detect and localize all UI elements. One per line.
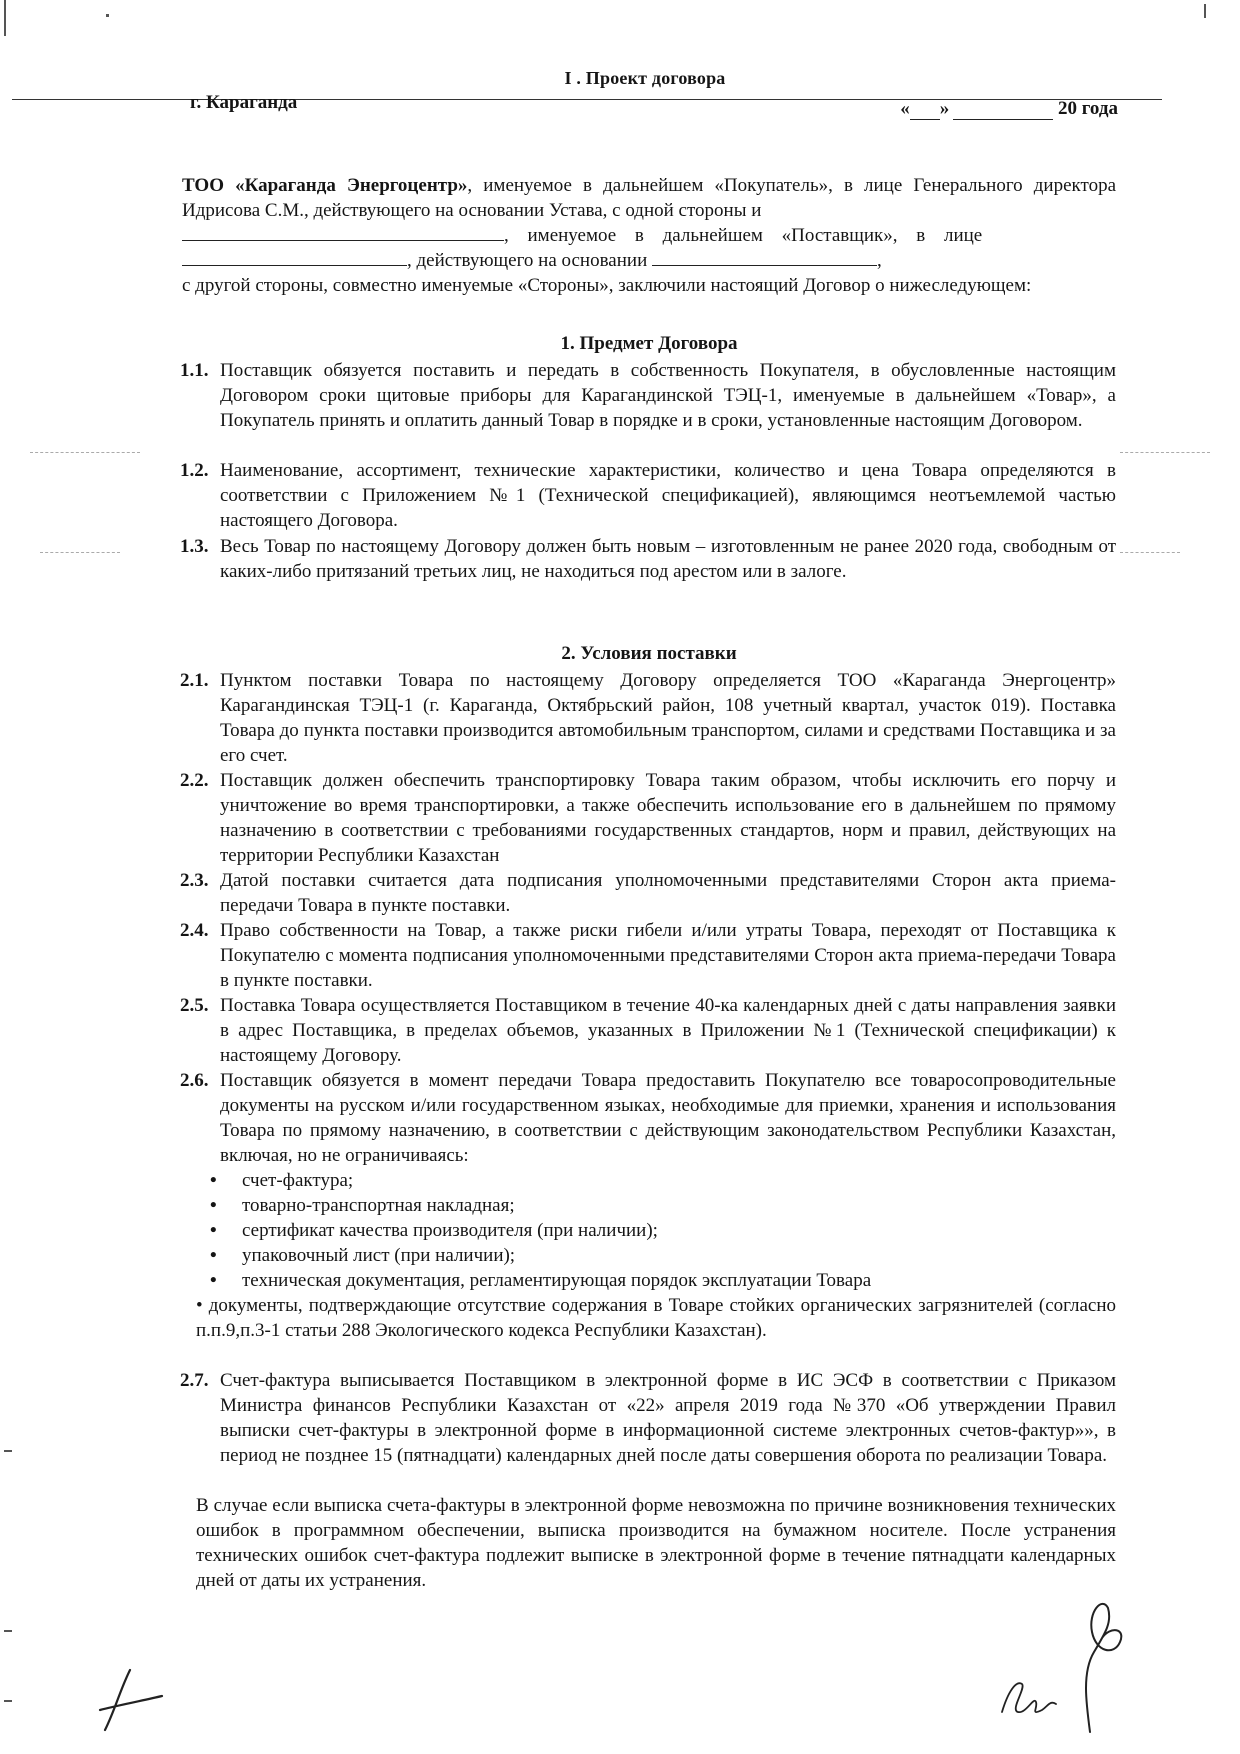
list-item [210, 1193, 515, 1218]
scan-edge-mark [4, 1630, 12, 1632]
intro-line-3-end: , [877, 250, 882, 271]
clause-2-1 [180, 668, 1116, 768]
scan-dashes [1120, 452, 1210, 453]
bullet-icon: • [210, 1195, 217, 1216]
clause-text: Поставщик обязуется в момент передачи Товара предоставить Покупателю все товаросопроводительные документы на русском и/или государственном языках, необходимые для приемки, хранения и использования Товара по прямому назначению, в соответствии с действующим законодательством Республики Казахстан, включая, но не ограничиваясь: [220, 1070, 1116, 1166]
date-day-blank [910, 101, 940, 120]
handwritten-initials [990, 1592, 1140, 1742]
clause-number: 1.3. [180, 536, 209, 557]
scan-dashes [30, 452, 140, 453]
date-year: 20 года [1058, 98, 1118, 119]
scan-speck [106, 14, 109, 17]
invoice-paper-paragraph: В случае если выписка счета-фактуры в электронной форме невозможна по причине возникновения технических ошибок в программном обеспечении, выписка производится на бумажном носителе. После устранения технических ошибок счет-фактура подлежит выписке в электронной форме в течение пятнадцати календарных дней от даты их устранения. [196, 1495, 1116, 1591]
date-month-blank [953, 101, 1053, 120]
clause-text: Наименование, ассортимент, технические характеристики, количество и цена Товара определяются в соответствии с Приложением №1 (Технической спецификацией), являющимся неотъемлемой частью настоящего Договора. [220, 460, 1116, 531]
clause-text: Поставщик должен обеспечить транспортировку Товара таким образом, чтобы исключить его порчу и уничтожение во время транспортировки, а также обеспечить использование его в дальнейшем по прямому назначению в соответствии с требованиями государственных стандартов, норм и правил, действующих на территории Республики Казахстан [220, 770, 1116, 866]
contract-city: г. Караганда [190, 92, 298, 113]
supplier-name-blank [182, 223, 504, 241]
clause-2-7 [180, 1368, 1116, 1468]
section-2-title: 2. Условия поставки [561, 643, 737, 664]
bullet-icon: • [210, 1170, 217, 1191]
clause-1-1 [180, 358, 1116, 433]
date-quote-close: » [939, 98, 950, 119]
list-item-pollutants: • документы, подтверждающие отсутствие содержания в Товаре стойких органических загрязнителей (согласно п.п.9,п.3-1 статьи 288 Экологического кодекса Республики Казахстан). [196, 1295, 1116, 1341]
list-item-text: счет-фактура; [242, 1170, 354, 1191]
bullet-icon: • [210, 1270, 217, 1291]
date-quote-open: « [900, 98, 910, 119]
clause-text: Поставщик обязуется поставить и передать в собственность Покупателя, в обусловленные настоящим Договором сроки щитовые приборы для Карагандинской ТЭЦ-1, именуемые в дальнейшем «Товар», а Покупатель принять и оплатить данный Товар в порядке и в сроки, установленные настоящим Договором. [220, 360, 1116, 431]
intro-line-2: , именуемое в дальнейшем «Поставщик», в лице [504, 225, 983, 246]
buyer-company: ТОО «Караганда Энергоцентр» [182, 175, 468, 196]
bullet-icon: • [210, 1245, 217, 1266]
handwritten-mark-left [90, 1650, 170, 1740]
clause-text: Поставка Товара осуществляется Поставщиком в течение 40-ка календарных дней с даты направления заявки в адрес Поставщика, в пределах объемов, указанных в Приложении №1 (Технической спецификации) к настоящему Договору. [220, 995, 1116, 1066]
clause-2-6 [180, 1068, 1116, 1168]
clause-number: 1.1. [180, 360, 209, 381]
clause-2-4 [180, 918, 1116, 993]
clause-1-3 [180, 534, 1116, 584]
list-item-text: товарно-транспортная накладная; [242, 1195, 515, 1216]
list-item [210, 1268, 871, 1293]
scan-edge-mark [4, 0, 6, 36]
clause-number: 2.6. [180, 1070, 209, 1091]
clause-text: Право собственности на Товар, а также риски гибели и/или утраты Товара, переходят от Поставщика к Покупателю с момента подписания уполномоченными представителями Сторон акта приема-передачи Товара в пункте поставки. [220, 920, 1116, 991]
bullet-icon: • [210, 1220, 217, 1241]
clause-number: 2.7. [180, 1370, 209, 1391]
clause-2-2 [180, 768, 1116, 868]
scan-edge-mark [1204, 4, 1206, 18]
list-item-text: упаковочный лист (при наличии); [242, 1245, 516, 1266]
clause-text: Счет-фактура выписывается Поставщиком в электронной форме в ИС ЭСФ в соответствии с Приказом Министра финансов Республики Казахстан от «22» апреля 2019 года №370 «Об утверждении Правил выписки счет-фактуры в электронной форме в информационной системе электронных счетов-фактур»», в период не позднее 15 (пятнадцати) календарных дней после даты совершения оборота по реализации Товара. [220, 1370, 1116, 1466]
clause-number: 2.3. [180, 870, 209, 891]
intro-line-4: с другой стороны, совместно именуемые «Стороны», заключили настоящий Договор о нижеследующем: [182, 275, 1032, 296]
clause-text: Весь Товар по настоящему Договору должен быть новым – изготовленным не ранее 2020 года, свободным от каких-либо притязаний третьих лиц, не находиться под арестом или в залоге. [220, 536, 1116, 582]
intro-paragraph [182, 173, 1116, 298]
clause-text: Датой поставки считается дата подписания уполномоченными представителями Сторон акта приема-передачи Товара в пункте поставки. [220, 870, 1116, 916]
list-item-text: техническая документация, регламентирующая порядок эксплуатации Товара [242, 1270, 872, 1291]
contract-date [900, 98, 1118, 120]
scan-dashes [40, 552, 120, 553]
scan-edge-mark [4, 1450, 12, 1452]
list-item [210, 1243, 515, 1268]
intro-line-3: , действующего на основании [407, 250, 648, 271]
supplier-basis-blank [652, 248, 877, 266]
document-title: I . Проект договора [564, 68, 726, 88]
clause-2-3 [180, 868, 1116, 918]
list-item [210, 1168, 353, 1193]
clause-number: 2.4. [180, 920, 209, 941]
list-item [210, 1218, 658, 1243]
clause-number: 1.2. [180, 460, 209, 481]
clause-1-2 [180, 458, 1116, 533]
scan-dashes [1120, 552, 1180, 553]
clause-text: Пунктом поставки Товара по настоящему Договору определяется ТОО «Караганда Энергоцентр» Карагандинская ТЭЦ-1 (г. Караганда, Октябрьский район, 108 учетный квартал, участок 019). Поставка Товара до пункта поставки производится автомобильным транспортом, силами и средствами Поставщика и за его счет. [220, 670, 1116, 766]
scan-edge-mark [4, 1700, 12, 1702]
section-1-title: 1. Предмет Договора [560, 333, 738, 354]
list-item-text: сертификат качества производителя (при наличии); [242, 1220, 658, 1241]
clause-number: 2.1. [180, 670, 209, 691]
clause-2-5 [180, 993, 1116, 1068]
intro-line-1: , именуемое в дальнейшем «Покупатель», в лице Генерального директора Идрисова С.М., действующего на основании Устава, с одной стороны и [182, 175, 1116, 221]
supplier-representative-blank [182, 248, 407, 266]
clause-number: 2.5. [180, 995, 209, 1016]
clause-number: 2.2. [180, 770, 209, 791]
